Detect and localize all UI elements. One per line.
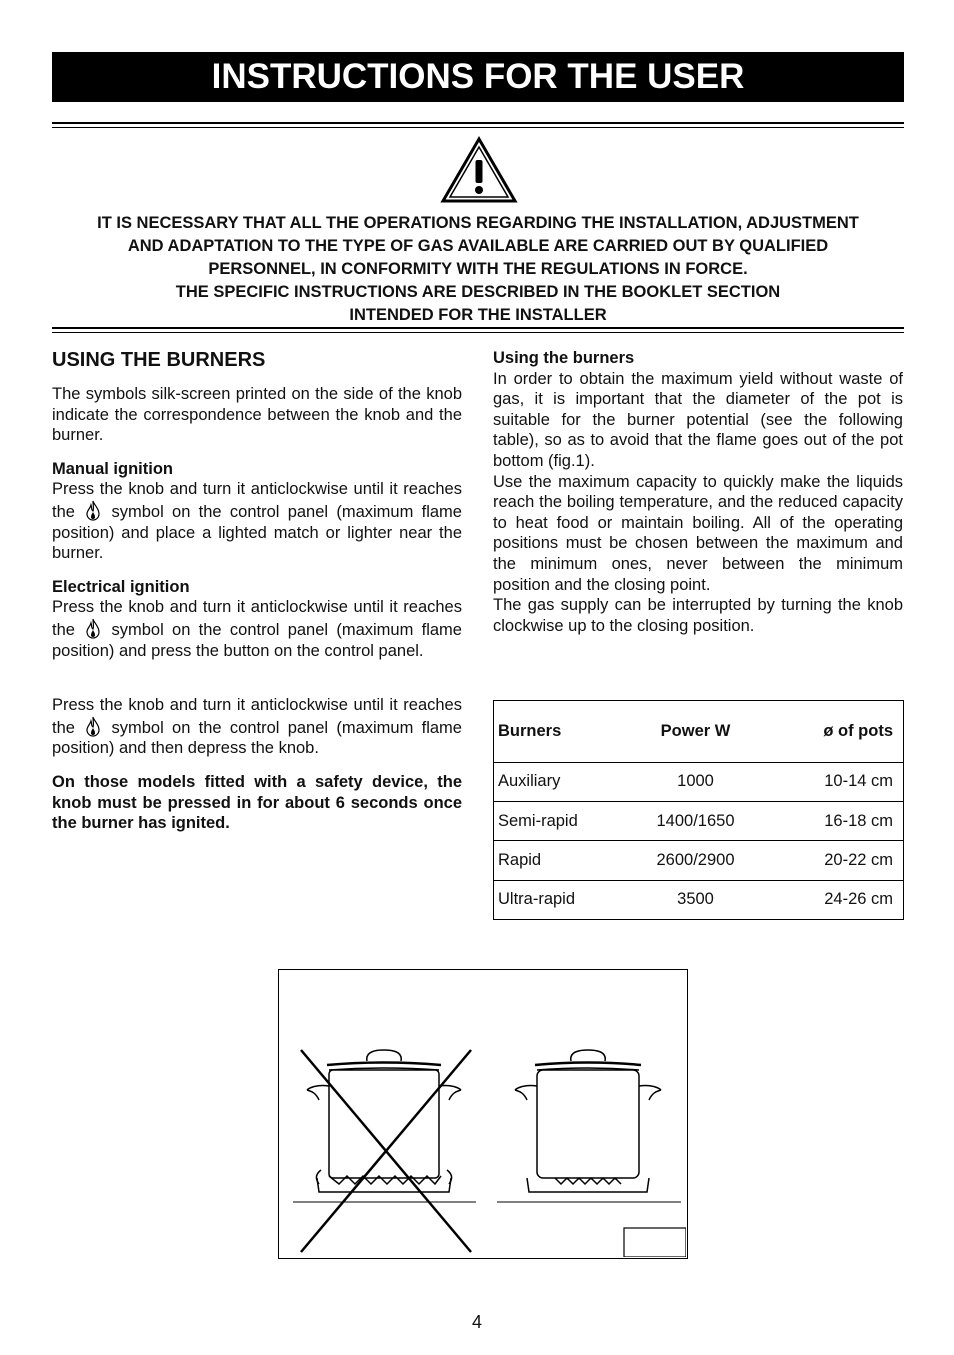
manual-text-pre: Press the knob and turn it anticlockwise until it reaches the xyxy=(52,480,462,521)
table-cell: Semi-rapid xyxy=(494,801,629,840)
flame-symbol-icon xyxy=(85,500,101,522)
warning-divider xyxy=(52,327,904,333)
manual-ignition-label: Manual ignition xyxy=(52,459,173,478)
using-burners-label: Using the burners xyxy=(493,349,635,367)
page-title: INSTRUCTIONS FOR THE USER xyxy=(52,52,904,102)
right-paragraph-1: In order to obtain the maximum yield without waste of gas, it is important that the diameter of the pot is suitable for the burner potential (see the following table), so as to avoid that the flame goes out of the pot bottom (fig.1). xyxy=(493,369,903,470)
table-cell: 20-22 cm xyxy=(769,841,904,880)
electric-text-pre: Press the knob and turn it anticlockwise until it reaches the xyxy=(52,598,462,639)
page-number: 4 xyxy=(471,1312,482,1332)
table-cell: 16-18 cm xyxy=(769,801,904,840)
section-heading: USING THE BURNERS xyxy=(52,349,266,371)
table-row xyxy=(494,880,904,919)
table-row xyxy=(494,801,904,840)
right-paragraph-3: The gas supply can be interrupted by turning the knob clockwise up to the closing position. xyxy=(493,596,903,635)
table-cell: 10-14 cm xyxy=(769,762,904,801)
table-cell: Ultra-rapid xyxy=(494,880,629,919)
correct-pot-icon xyxy=(497,1050,681,1202)
safety-ignition-paragraph xyxy=(52,695,462,759)
electrical-ignition-label: Electrical ignition xyxy=(52,577,190,596)
table-header: Power W xyxy=(660,721,731,740)
table-row xyxy=(494,762,904,801)
press-text-pre: Press the knob and turn it anticlockwise until it reaches the xyxy=(52,696,462,737)
right-paragraph-2: Use the maximum capacity to quickly make the liquids reach the boiling temperature, and the reduced capacity to heat food or maintain boiling. All of the operating positions must be chosen between the maximum and the minimum ones, never between the minimum position and the closing point. xyxy=(493,472,903,594)
warning-line: AND ADAPTATION TO THE TYPE OF GAS AVAILABLE ARE CARRIED OUT BY QUALIFIED xyxy=(127,237,829,255)
table-cell: 24-26 cm xyxy=(769,880,904,919)
intro-paragraph: The symbols silk-screen printed on the side of the knob indicate the correspondence between the knob and the burner. xyxy=(52,385,462,445)
warning-line: THE SPECIFIC INSTRUCTIONS ARE DESCRIBED IN THE BOOKLET SECTION xyxy=(175,283,781,301)
flame-symbol-icon xyxy=(85,618,101,640)
warning-line: INTENDED FOR THE INSTALLER xyxy=(349,306,607,324)
top-divider xyxy=(52,122,904,128)
electric-text-post: symbol on the control panel (maximum flame position) and press the button on the control panel. xyxy=(52,620,462,660)
table-cell: Auxiliary xyxy=(494,762,629,801)
table-cell: 1000 xyxy=(628,762,769,801)
table-cell: Rapid xyxy=(494,841,629,880)
warning-text xyxy=(52,212,904,327)
table-row xyxy=(494,841,904,880)
left-column xyxy=(52,346,462,834)
wrong-pot-crossed-icon xyxy=(293,1050,476,1252)
press-text-post: symbol on the control panel (maximum flame position) and then depress the knob. xyxy=(52,718,462,758)
pot-illustration xyxy=(279,970,686,1257)
warning-line: PERSONNEL, IN CONFORMITY WITH THE REGULATIONS IN FORCE. xyxy=(208,260,748,278)
safety-note: On those models fitted with a safety device, the knob must be pressed in for about 6 seconds once the burner has ignited. xyxy=(52,772,462,833)
manual-ignition-paragraph xyxy=(52,479,462,563)
burner-table xyxy=(493,700,904,920)
table-header: ø of pots xyxy=(823,721,893,740)
warning-line: IT IS NECESSARY THAT ALL THE OPERATIONS REGARDING THE INSTALLATION, ADJUSTMENT xyxy=(97,214,859,232)
flame-symbol-icon xyxy=(85,716,101,738)
warning-triangle-icon xyxy=(440,136,518,204)
table-header-row xyxy=(494,701,904,763)
electrical-ignition-paragraph xyxy=(52,597,462,661)
figure-label-box xyxy=(624,1228,686,1257)
table-header: Burners xyxy=(498,721,562,740)
table-cell: 3500 xyxy=(628,880,769,919)
table-cell: 1400/1650 xyxy=(628,801,769,840)
manual-text-post: symbol on the control panel (maximum flame position) and place a lighted match or lighter near the burner. xyxy=(52,502,462,563)
pot-size-figure xyxy=(278,969,688,1259)
table-cell: 2600/2900 xyxy=(628,841,769,880)
right-column xyxy=(493,348,903,636)
